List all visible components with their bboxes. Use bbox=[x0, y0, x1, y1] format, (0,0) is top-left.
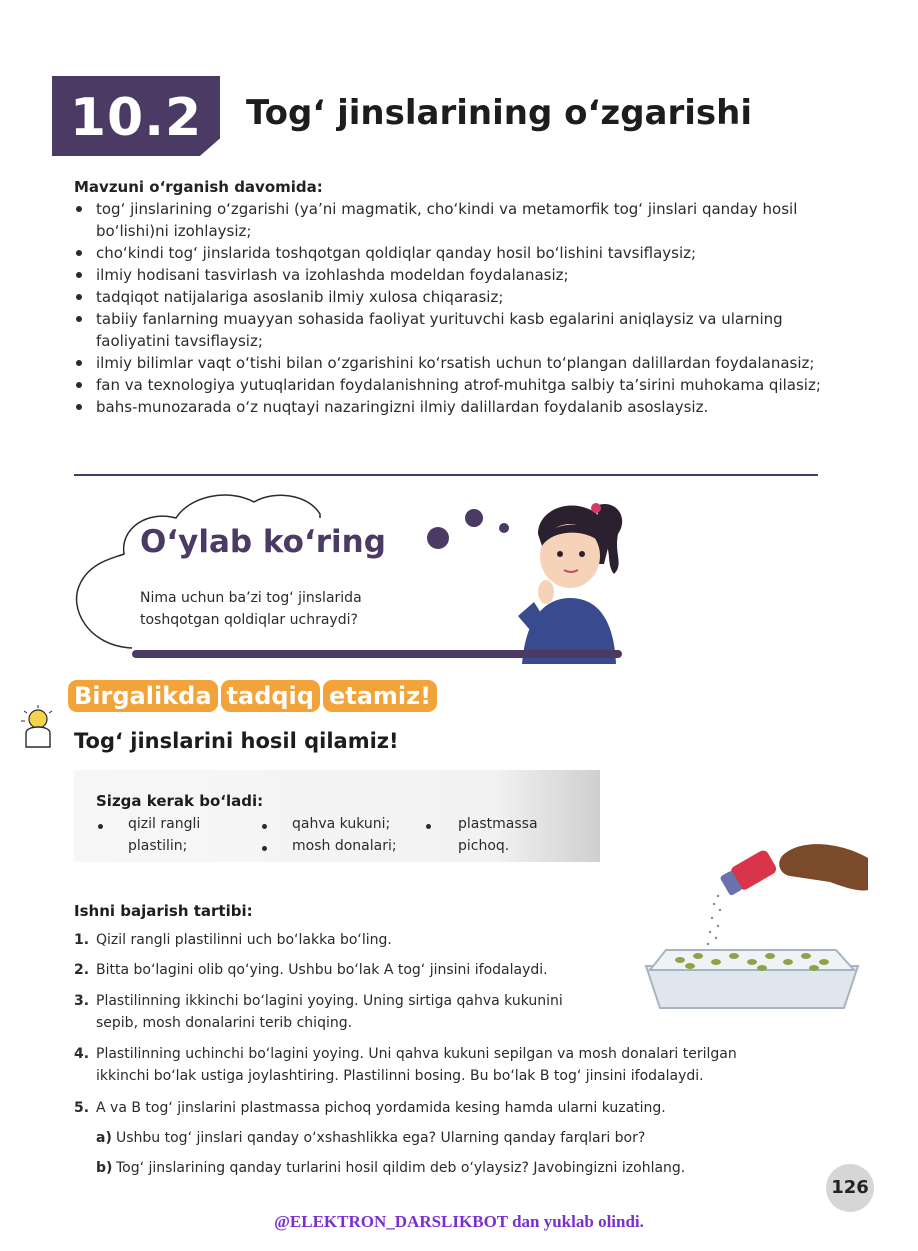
objective-item: ilmiy hodisani tasvirlash va izohlashda modeldan foydalanasiz; bbox=[74, 264, 854, 286]
think-underline-bar bbox=[132, 650, 622, 658]
objective-item: tabiiy fanlarning muayyan sohasida faoliyat yurituvchi kasb egalarini aniqlaysiz va ularning faoliyatini tavsiflaysiz; bbox=[74, 308, 854, 352]
bullet-dot bbox=[98, 824, 103, 829]
step-text: Plastilinning ikkinchi bo‘lagini yoying. Uning sirtiga qahva kukunini bbox=[96, 993, 563, 1009]
question-text: Ushbu tog‘ jinslari qanday o‘xshashlikka ega? Ularning qanday farqlari bor? bbox=[116, 1130, 646, 1146]
objective-item: tadqiqot natijalariga asoslanib ilmiy xulosa chiqarasiz; bbox=[74, 286, 854, 308]
step-text: Plastilinning uchinchi bo‘lagini yoying. Uni qahva kukuni sepilgan va mosh donalari terilgan bbox=[96, 1046, 737, 1062]
footer-watermark: @ELEKTRON_DARSLIKBOT dan yuklab olindi. bbox=[274, 1212, 644, 1231]
chapter-number: 10.2 bbox=[69, 88, 203, 148]
step-number: 4. bbox=[74, 1046, 90, 1062]
activity-title: Tog‘ jinslarini hosil qilamiz! bbox=[74, 729, 399, 753]
material-item: plastilin; bbox=[128, 838, 188, 854]
material-item: plastmassa bbox=[458, 816, 538, 832]
steps-heading: Ishni bajarish tartibi: bbox=[74, 902, 253, 920]
research-banner-word: tadqiq bbox=[221, 680, 320, 712]
think-question: toshqotgan qoldiqlar uchraydi? bbox=[140, 612, 358, 628]
material-item: qahva kukuni; bbox=[292, 816, 391, 832]
question-label: b) bbox=[96, 1160, 113, 1176]
bullet-dot bbox=[262, 824, 267, 829]
think-title: O‘ylab ko‘ring bbox=[140, 524, 386, 560]
question-text: Tog‘ jinslarining qanday turlarini hosil qildim deb o‘ylaysiz? Javobingizni izohlang. bbox=[116, 1160, 686, 1176]
step-text: Bitta bo‘lagini olib qo‘ying. Ushbu bo‘lak A tog‘ jinsini ifodalaydi. bbox=[96, 962, 548, 978]
step-text: A va B tog‘ jinslarini plastmassa pichoq yordamida kesing hamda ularni kuzating. bbox=[96, 1100, 666, 1116]
objective-item: bahs-munozarada o‘z nuqtayi nazaringizni ilmiy dalillardan foydalanib asoslaysiz. bbox=[74, 396, 854, 418]
material-item: mosh donalari; bbox=[292, 838, 397, 854]
tray-with-plasticine-illustration bbox=[640, 838, 868, 1020]
objective-item: fan va texnologiya yutuqlaridan foydalanishning atrof-muhitga salbiy ta’sirini muhokama qilasiz; bbox=[74, 374, 854, 396]
section-divider bbox=[74, 474, 818, 476]
objectives-list bbox=[74, 198, 854, 418]
question-label: a) bbox=[96, 1130, 112, 1146]
step-text: sepib, mosh donalarini terib chiqing. bbox=[96, 1015, 353, 1031]
step-number: 1. bbox=[74, 932, 90, 948]
material-item: qizil rangli bbox=[128, 816, 201, 832]
lightbulb-head-icon bbox=[18, 703, 58, 749]
step-text: Qizil rangli plastilinni uch bo‘lakka bo‘ling. bbox=[96, 932, 392, 948]
research-banner-word: etamiz! bbox=[323, 680, 437, 712]
page-number: 126 bbox=[831, 1177, 869, 1198]
thinking-girl-illustration bbox=[418, 494, 628, 664]
step-number: 5. bbox=[74, 1100, 90, 1116]
page-title: Tog‘ jinslarining o‘zgarishi bbox=[246, 93, 752, 133]
research-banner bbox=[68, 680, 440, 712]
bullet-dot bbox=[426, 824, 431, 829]
objective-item: tog‘ jinslarining o‘zgarishi (ya’ni magmatik, cho‘kindi va metamorfik tog‘ jinslari qanday hosil bo‘lishi)ni izohlaysiz; bbox=[74, 198, 854, 242]
bullet-dot bbox=[262, 846, 267, 851]
think-question: Nima uchun ba’zi tog‘ jinslarida bbox=[140, 590, 362, 606]
step-text: ikkinchi bo‘lak ustiga joylashtiring. Plastilinni bosing. Bu bo‘lak B tog‘ jinsini ifodalaydi. bbox=[96, 1068, 704, 1084]
materials-heading: Sizga kerak bo‘ladi: bbox=[96, 792, 264, 810]
step-number: 2. bbox=[74, 962, 90, 978]
objective-item: ilmiy bilimlar vaqt o‘tishi bilan o‘zgarishini ko‘rsatish uchun to‘plangan dalillardan foydalanasiz; bbox=[74, 352, 854, 374]
objective-item: cho‘kindi tog‘ jinslarida toshqotgan qoldiqlar qanday hosil bo‘lishini tavsiflaysiz; bbox=[74, 242, 854, 264]
material-item: pichoq. bbox=[458, 838, 510, 854]
research-banner-word: Birgalikda bbox=[68, 680, 218, 712]
objectives-heading: Mavzuni o‘rganish davomida: bbox=[74, 178, 323, 196]
step-number: 3. bbox=[74, 993, 90, 1009]
